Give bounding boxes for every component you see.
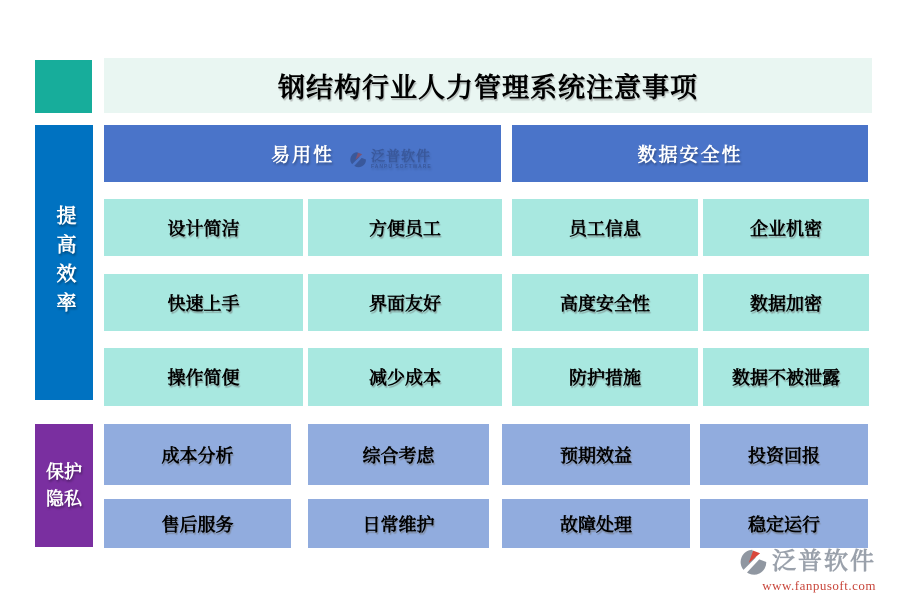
feature-cell: 企业机密 <box>703 199 869 256</box>
side-label-text: 保护隐私 <box>46 462 82 509</box>
brand-logo <box>740 548 876 592</box>
feature-cell: 快速上手 <box>104 274 303 331</box>
feature-cell: 防护措施 <box>512 348 698 406</box>
feature-cell: 数据加密 <box>703 274 869 331</box>
feature-cell: 数据不被泄露 <box>703 348 869 406</box>
feature-cell: 预期效益 <box>502 424 690 485</box>
brand-watermark <box>350 149 432 170</box>
side-label-protect-privacy <box>35 424 93 547</box>
side-label-improve-efficiency <box>35 125 93 400</box>
fanpu-logo-icon <box>350 151 367 168</box>
feature-cell: 售后服务 <box>104 499 291 548</box>
title-banner <box>104 58 872 113</box>
watermark-subtitle: FANPU SOFTWARE <box>371 164 432 170</box>
fanpu-logo-icon <box>740 548 768 576</box>
column-header-label: 易用性 <box>270 145 334 166</box>
teal-accent-block <box>35 60 92 113</box>
feature-cell: 高度安全性 <box>512 274 698 331</box>
brand-logo-row <box>740 548 876 576</box>
feature-cell: 方便员工 <box>308 199 502 256</box>
feature-cell: 日常维护 <box>308 499 489 548</box>
feature-cell: 员工信息 <box>512 199 698 256</box>
feature-cell: 界面友好 <box>308 274 502 331</box>
feature-cell: 设计简洁 <box>104 199 303 256</box>
feature-cell: 综合考虑 <box>308 424 489 485</box>
feature-cell: 减少成本 <box>308 348 502 406</box>
feature-cell: 成本分析 <box>104 424 291 485</box>
column-header-data-security <box>512 125 868 182</box>
brand-url: www.fanpusoft.com <box>762 578 876 593</box>
column-header-label: 数据安全性 <box>637 145 743 166</box>
feature-cell: 稳定运行 <box>700 499 868 548</box>
feature-cell: 投资回报 <box>700 424 868 485</box>
feature-cell: 操作简便 <box>104 348 303 406</box>
page-title: 钢结构行业人力管理系统注意事项 <box>278 73 698 103</box>
column-header-usability <box>104 125 501 182</box>
side-label-text: 提高效率 <box>53 204 75 321</box>
watermark-brand: 泛普软件 <box>371 148 431 164</box>
feature-cell: 故障处理 <box>502 499 690 548</box>
watermark-text <box>371 149 432 170</box>
brand-name: 泛普软件 <box>772 548 876 575</box>
